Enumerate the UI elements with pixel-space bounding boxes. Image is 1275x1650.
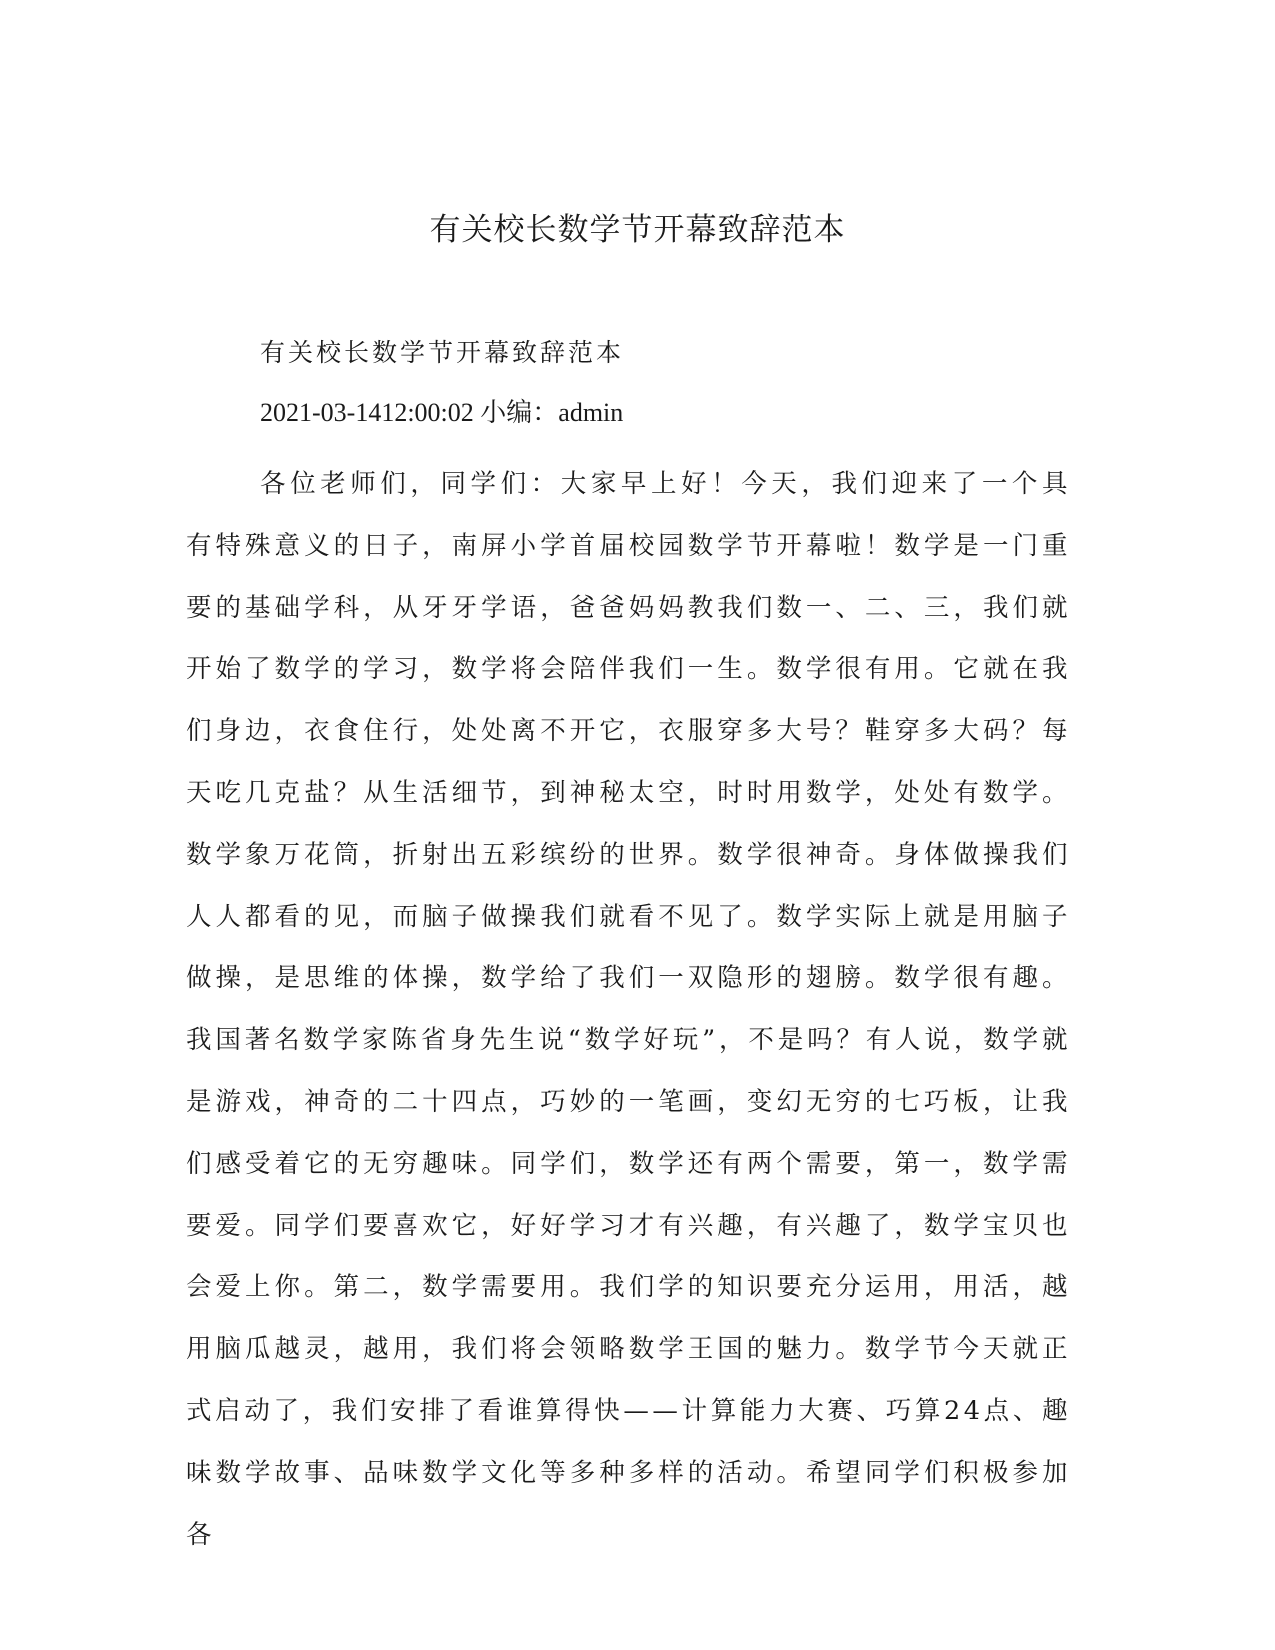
author-label: 小编： [480,398,559,427]
document-title: 有关校长数学节开幕致辞范本 [429,212,846,248]
document-subtitle: 有关校长数学节开幕致辞范本 [260,338,625,367]
body-paragraph: 各位老师们，同学们：大家早上好！今天，我们迎来了一个具有特殊意义的日子，南屏小学首届校园数学节开幕啦！数学是一门重要的基础学科，从牙牙学语，爸爸妈妈教我们数一、二、三，我们就开始了数学的学习，数学将会陪伴我们一生。数学很有用。它就在我们身边，衣食住行，处处离不开它，衣服穿多大号？鞋穿多大码？每天吃几克盐？从生活细节，到神秘太空，时时用数学，处处有数学。数学象万花筒，折射出五彩缤纷的世界。数学很神奇。身体做操我们人人都看的见，而脑子做操我们就看不见了。数学实际上就是用脑子做操，是思维的体操，数学给了我们一双隐形的翅膀。数学很有趣。我国著名数学家陈省身先生说“数学好玩”，不是吗？有人说，数学就是游戏，神奇的二十四点，巧妙的一笔画，变幻无穷的七巧板，让我们感受着它的无穷趣味。同学们，数学还有两个需要，第一，数学需要爱。同学们要喜欢它，好好学习才有兴趣，有兴趣了，数学宝贝也会爱上你。第二，数学需要用。我们学的知识要充分运用，用活，越用脑瓜越灵，越用，我们将会领略数学王国的魅力。数学节今天就正式启动了，我们安排了看谁算得快——计算能力大赛、巧算24点、趣味数学故事、品味数学文化等多种多样的活动。希望同学们积极参加各 [186,469,1071,1550]
author-name: admin [558,398,624,427]
publish-date: 2021-03-1412:00:02 [260,398,474,427]
document-meta [260,396,623,430]
